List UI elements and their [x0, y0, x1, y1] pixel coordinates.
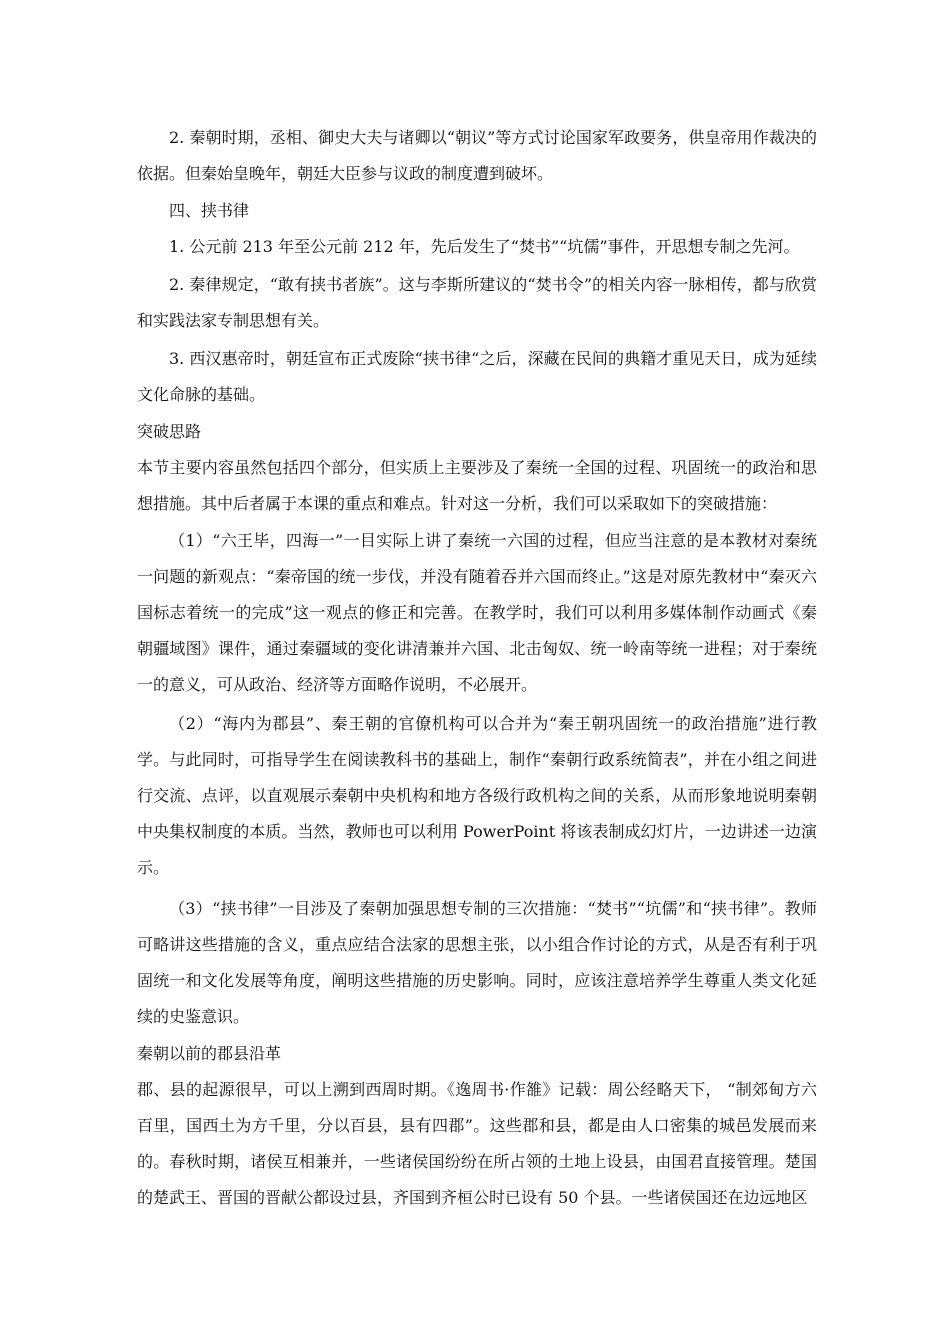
paragraph-qin-court-discussion: 2. 秦朝时期，丞相、御史大夫与诸卿以“朝议”等方式讨论国家军政要务，供皇帝用作裁决的依据。但秦始皇晚年，朝廷大臣参与议政的制度遭到破坏。 — [137, 128, 817, 183]
heading-commandery-history: 秦朝以前的郡县沿革 — [137, 1044, 282, 1063]
heading-breakthrough: 突破思路 — [137, 422, 202, 441]
paragraph-commandery-history: 郡、县的起源很早，可以上溯到西周时期。《逸周书·作雒》记载：周公经略天下， “制郊甸方六百里，国西土为方千里，分以百县，县有四郡”。这些郡和县，都是由人口密集的城邑发展而来的。春秋时期，诸侯互相兼并，一些诸侯国纷纷在所占领的土地上设县，由国君直接管理。楚国的楚武王、晋国的晋献公都设过县，齐国到齐桓公时已设有 50 个县。一些诸侯国还在边远地区 — [137, 1080, 817, 1207]
paragraph-book-ban-3: 3. 西汉惠帝时，朝廷宣布正式废除“挟书律“之后，深藏在民间的典籍才重见天日，成为延续文化命脉的基础。 — [137, 349, 817, 404]
paragraph-breakthrough-1: （1）“六王毕，四海一”一目实际上讲了秦统一六国的过程，但应当注意的是本教材对秦统一问题的新观点：“秦帝国的统一步伐，并没有随着吞并六国而终止。”这是对原先教材中“秦灭六国标志着统一的完成”这一观点的修正和完善。在教学时，我们可以利用多媒体制作动画式《秦朝疆域图》课件，通过秦疆域的变化讲清兼并六国、北击匈奴、统一岭南等统一进程；对于秦统一的意义，可从政治、经济等方面略作说明，不必展开。 — [137, 531, 817, 694]
paragraph-breakthrough-3: （3）“挟书律”一目涉及了秦朝加强思想专制的三次措施：“焚书”“坑儒”和“挟书律”。教师可略讲这些措施的含义，重点应结合法家的思想主张，以小组合作讨论的方式，从是否有利于巩固统一和文化发展等角度，阐明这些措施的历史影响。同时，应该注意培养学生尊重人类文化延续的史鉴意识。 — [137, 899, 817, 1026]
section-heading-book-ban: 四、挟书律 — [169, 201, 250, 220]
paragraph-book-ban-2: 2. 秦律规定，“敢有挟书者族”。这与李斯所建议的“焚书令”的相关内容一脉相传，都与欣赏和实践法家专制思想有关。 — [137, 275, 817, 330]
paragraph-book-ban-1: 1. 公元前 213 年至公元前 212 年，先后发生了“焚书”“坑儒”事件，开思想专制之先河。 — [169, 237, 800, 256]
paragraph-breakthrough-2: （2）“海内为郡县”、秦王朝的官僚机构可以合并为“秦王朝巩固统一的政治措施”进行教学。与此同时，可指导学生在阅读教科书的基础上，制作“秦朝行政系统简表”，并在小组之间进行交流、点评，以直观展示秦朝中央机构和地方各级行政机构之间的关系，从而形象地说明秦朝中央集权制度的本质。当然，教师也可以利用 PowerPoint 将该表制成幻灯片，一边讲述一边演示。 — [137, 714, 817, 877]
paragraph-breakthrough-intro: 本节主要内容虽然包括四个部分，但实质上主要涉及了秦统一全国的过程、巩固统一的政治和思想措施。其中后者属于本课的重点和难点。针对这一分析，我们可以采取如下的突破措施： — [137, 458, 817, 513]
